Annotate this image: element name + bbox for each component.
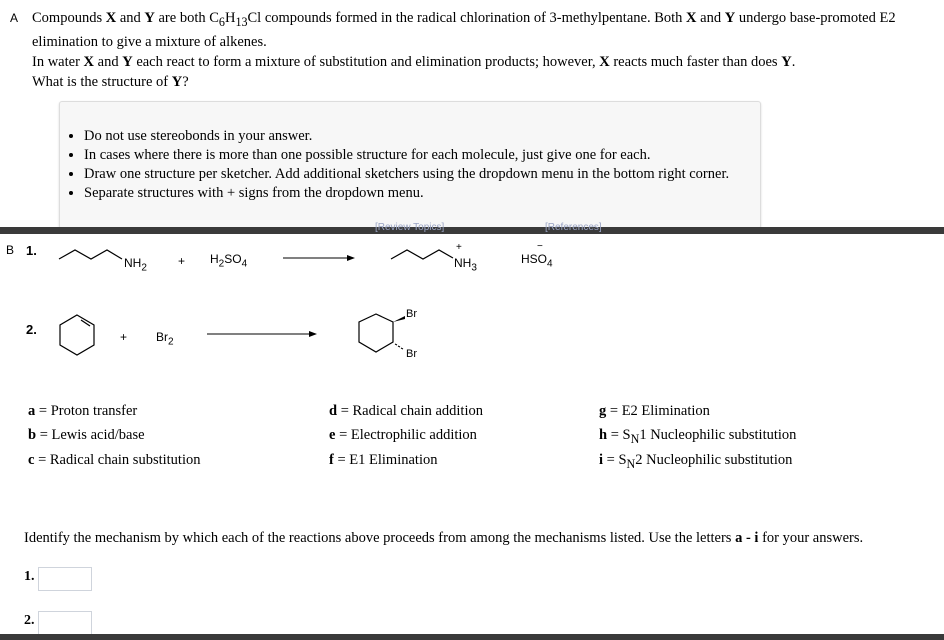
instruction-item: • Draw one structure per sketcher. Add additional sketchers using the dropdown menu in the bottom right corner.	[84, 165, 760, 184]
mechanism-item: d = Radical chain addition	[329, 403, 483, 419]
reactant-1-amine: $NH_2$	[124, 256, 147, 274]
counterion-charge: −	[537, 241, 543, 252]
product-1-ammonium: $NH_3$	[454, 256, 477, 274]
product-1-charge: +	[456, 242, 462, 253]
instructions-list	[60, 127, 760, 203]
plus-sign: +	[120, 330, 128, 344]
question-letter-a: A	[10, 11, 19, 25]
reaction-1-arrow	[283, 253, 355, 263]
plus-sign: +	[178, 254, 186, 268]
review-topics-link[interactable]: [Review Topics]	[375, 222, 445, 233]
question-a	[10, 8, 935, 92]
instruction-item: • In cases where there is more than one possible structure for each molecule, just give one for each.	[84, 146, 760, 165]
cyclohexene-structure	[56, 313, 98, 357]
mechanism-column-3	[599, 401, 796, 474]
reaction-1-number: 1.	[26, 243, 37, 258]
reactant-1-chain	[58, 248, 128, 266]
bottom-divider	[0, 634, 944, 640]
answer-2-label: 2.	[24, 613, 35, 628]
reaction-2-number: 2.	[26, 322, 37, 337]
dibromocyclohexane-structure	[355, 308, 413, 358]
references-link[interactable]: [References]	[545, 222, 602, 233]
answer-1-label: 1.	[24, 569, 35, 584]
mechanism-item: e = Electrophilic addition	[329, 427, 477, 443]
instructions-box	[59, 101, 761, 229]
product-1-chain	[390, 248, 460, 266]
reaction-2-arrow	[207, 329, 317, 339]
mechanism-item: a = Proton transfer	[28, 403, 138, 419]
mechanism-item: $h = S_N1$ Nucleophilic substitution	[599, 427, 797, 446]
counterion-bisulfate: $HSO_4$	[521, 252, 553, 270]
mechanism-item: $i = S_N2$ Nucleophilic substitution	[599, 452, 793, 471]
answer-2-input[interactable]	[38, 611, 92, 635]
reagent-bromine: $Br_2$	[156, 330, 174, 348]
reagent-sulfuric-acid: $H_2SO_4$	[210, 252, 248, 270]
mechanism-item: f = E1 Elimination	[329, 452, 438, 468]
section-divider	[0, 227, 944, 234]
answer-1-input[interactable]	[38, 567, 92, 591]
mechanism-item: g = E2 Elimination	[599, 403, 710, 419]
mechanism-column-1	[28, 401, 201, 470]
product-2-bromine-wedge: Br	[406, 308, 417, 320]
mechanism-item: b = Lewis acid/base	[28, 427, 145, 443]
question-letter-b: B	[6, 243, 15, 257]
instruction-item: • Separate structures with + signs from the dropdown menu.	[84, 184, 760, 203]
instruction-item: • Do not use stereobonds in your answer.	[84, 127, 760, 146]
question-a-text: Compounds X and Y are both $C_6H_{13}Cl$ compounds formed in the radical chlorination of 3-methylpentane. Both X and Y undergo base-promoted E2 elimination to give a mixture of alkenes. In water X and Y each react to form a mixture of substitution and elimination products; however, X reacts much faster than does Y. What is the structure of Y?	[32, 10, 896, 90]
answer-prompt: Identify the mechanism by which each of the reactions above proceeds from among the mechanisms listed. Use the letters a - i for your answers.	[24, 530, 864, 546]
mechanism-item: c = Radical chain substitution	[28, 452, 201, 468]
product-2-bromine-dash: Br	[406, 348, 417, 360]
mechanism-column-2	[329, 401, 483, 470]
